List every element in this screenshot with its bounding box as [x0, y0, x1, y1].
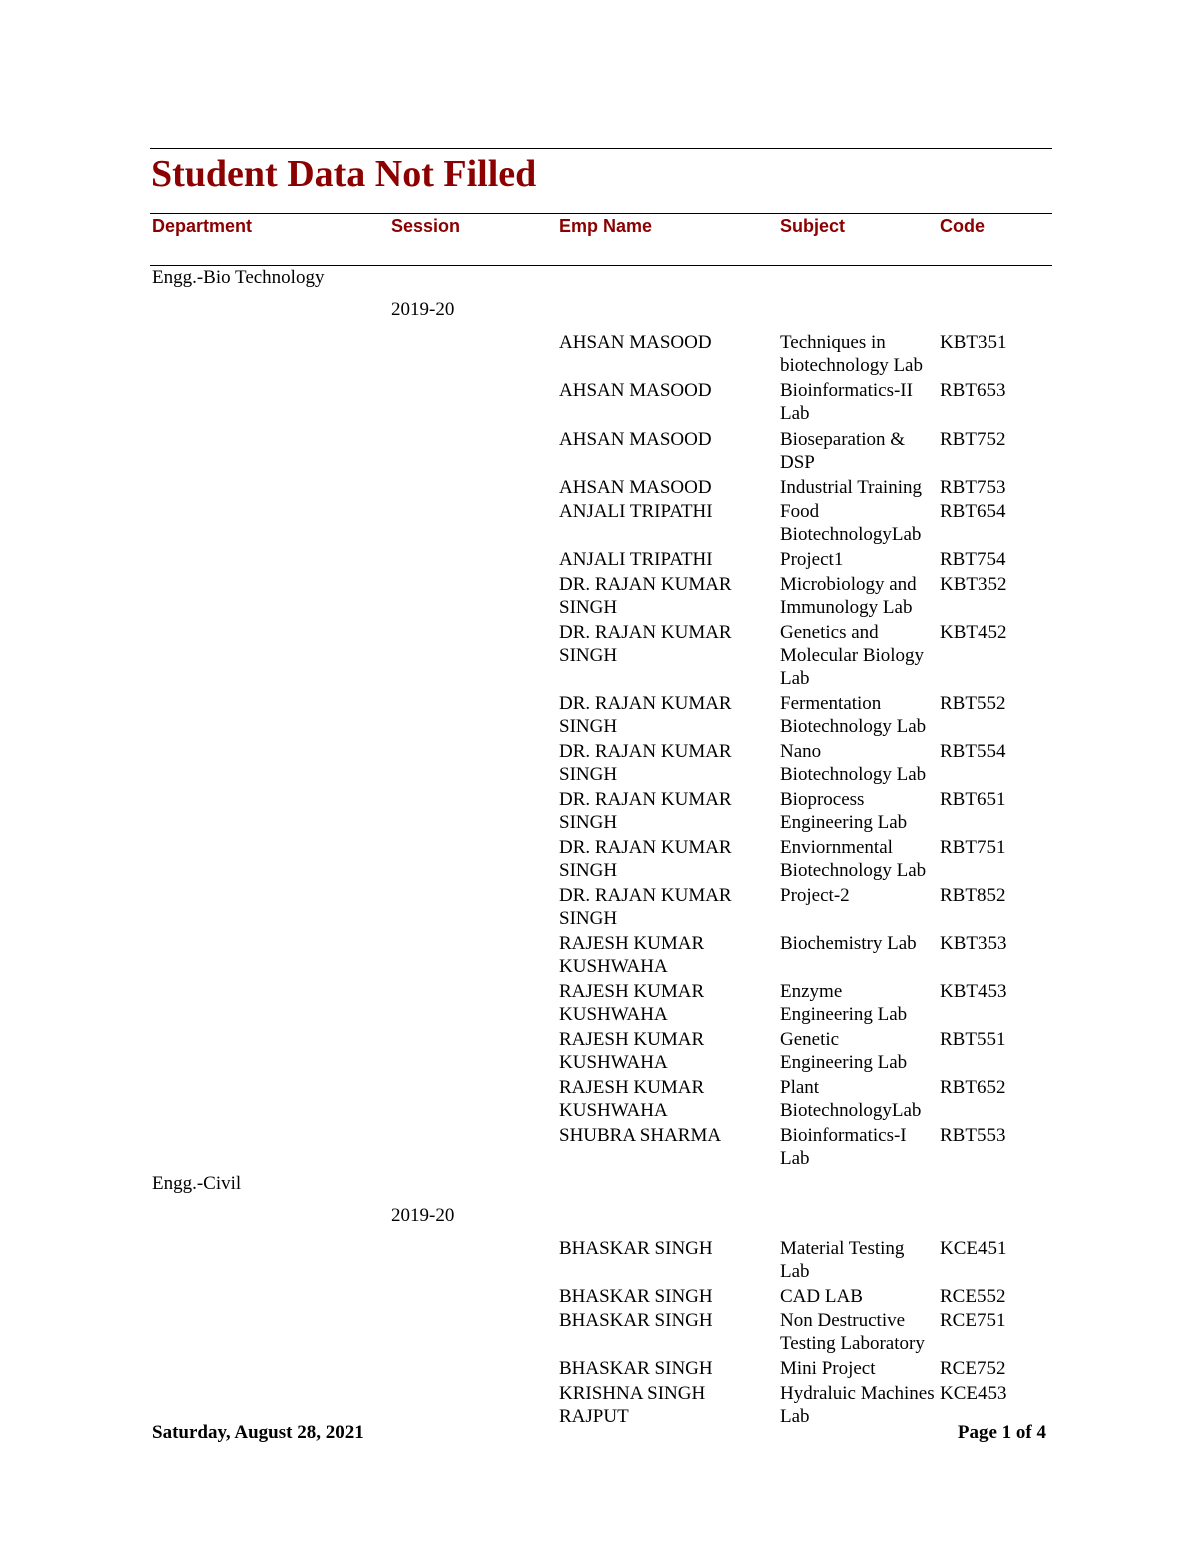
- emp-name: BHASKAR SINGH: [559, 1238, 713, 1259]
- report-title: Student Data Not Filled: [151, 153, 537, 195]
- column-header-subject: Subject: [780, 216, 846, 236]
- footer-date: Saturday, August 28, 2021: [152, 1422, 364, 1443]
- emp-name: AHSAN MASOOD: [559, 332, 712, 353]
- subject-code: KCE453: [940, 1383, 1007, 1404]
- subject-name: Bioinformatics-II Lab: [780, 380, 913, 424]
- subject-name: Food BiotechnologyLab: [780, 501, 922, 545]
- emp-name: DR. RAJAN KUMAR SINGH: [559, 789, 732, 833]
- subject-name: CAD LAB: [780, 1286, 863, 1307]
- emp-name: RAJESH KUMAR KUSHWAHA: [559, 933, 705, 977]
- subject-code: RBT554: [940, 741, 1006, 762]
- emp-name: RAJESH KUMAR KUSHWAHA: [559, 1029, 705, 1073]
- column-header-session: Session: [391, 216, 461, 236]
- emp-name: DR. RAJAN KUMAR SINGH: [559, 741, 732, 785]
- subject-code: KBT351: [940, 332, 1007, 353]
- subject-code: KBT353: [940, 933, 1007, 954]
- subject-name: Techniques in biotechnology Lab: [780, 332, 923, 376]
- emp-name: BHASKAR SINGH: [559, 1310, 713, 1331]
- footer-page-number: Page 1 of 4: [957, 1422, 1046, 1443]
- subject-name: Hydraluic Machines Lab: [780, 1383, 935, 1427]
- emp-name: ANJALI TRIPATHI: [559, 501, 713, 522]
- department-label: Engg.-Civil: [152, 1173, 242, 1194]
- subject-code: RBT552: [940, 693, 1006, 714]
- emp-name: DR. RAJAN KUMAR SINGH: [559, 693, 732, 737]
- emp-name: BHASKAR SINGH: [559, 1286, 713, 1307]
- subject-name: Nano Biotechnology Lab: [780, 741, 927, 785]
- subject-code: RBT553: [940, 1125, 1006, 1146]
- subject-code: RBT551: [940, 1029, 1006, 1050]
- subject-name: Non Destructive Testing Laboratory: [780, 1310, 925, 1354]
- emp-name: ANJALI TRIPATHI: [559, 549, 713, 570]
- emp-name: AHSAN MASOOD: [559, 380, 712, 401]
- subject-code: KBT452: [940, 622, 1007, 643]
- column-header-department: Department: [152, 216, 253, 236]
- emp-name: AHSAN MASOOD: [559, 429, 712, 450]
- subject-code: RBT651: [940, 789, 1006, 810]
- subject-name: Plant BiotechnologyLab: [780, 1077, 922, 1121]
- subject-code: RBT753: [940, 477, 1006, 498]
- subject-name: Bioinformatics-I Lab: [780, 1125, 907, 1169]
- column-header-emp-name: Emp Name: [559, 216, 653, 236]
- subject-code: KBT453: [940, 981, 1007, 1002]
- subject-name: Genetic Engineering Lab: [780, 1029, 908, 1073]
- subject-code: RBT652: [940, 1077, 1006, 1098]
- emp-name: DR. RAJAN KUMAR SINGH: [559, 574, 732, 618]
- emp-name: DR. RAJAN KUMAR SINGH: [559, 622, 732, 666]
- subject-name: Biochemistry Lab: [780, 933, 917, 954]
- emp-name: AHSAN MASOOD: [559, 477, 712, 498]
- emp-name: KRISHNA SINGH RAJPUT: [559, 1383, 706, 1427]
- subject-code: RCE552: [940, 1286, 1006, 1307]
- subject-code: RBT752: [940, 429, 1006, 450]
- column-header-code: Code: [940, 216, 985, 236]
- subject-code: RBT754: [940, 549, 1006, 570]
- emp-name: RAJESH KUMAR KUSHWAHA: [559, 1077, 705, 1121]
- subject-code: RCE751: [940, 1310, 1006, 1331]
- subject-name: Bioprocess Engineering Lab: [780, 789, 908, 833]
- subject-code: RCE752: [940, 1358, 1006, 1379]
- emp-name: RAJESH KUMAR KUSHWAHA: [559, 981, 705, 1025]
- subject-code: RBT751: [940, 837, 1006, 858]
- department-label: Engg.-Bio Technology: [152, 267, 325, 288]
- emp-name: DR. RAJAN KUMAR SINGH: [559, 885, 732, 929]
- subject-name: Project1: [780, 549, 844, 570]
- subject-code: KBT352: [940, 574, 1007, 595]
- subject-name: Project-2: [780, 885, 850, 906]
- subject-name: Material Testing Lab: [780, 1238, 905, 1282]
- session-label: 2019-20: [391, 299, 455, 320]
- subject-code: RBT852: [940, 885, 1006, 906]
- session-label: 2019-20: [391, 1205, 455, 1226]
- subject-code: KCE451: [940, 1238, 1007, 1259]
- subject-name: Microbiology and Immunology Lab: [780, 574, 917, 618]
- subject-name: Bioseparation & DSP: [780, 429, 906, 473]
- subject-name: Fermentation Biotechnology Lab: [780, 693, 927, 737]
- subject-name: Mini Project: [780, 1358, 876, 1379]
- emp-name: SHUBRA SHARMA: [559, 1125, 722, 1146]
- subject-name: Industrial Training: [780, 477, 922, 498]
- subject-name: Genetics and Molecular Biology Lab: [780, 622, 925, 689]
- emp-name: BHASKAR SINGH: [559, 1358, 713, 1379]
- emp-name: DR. RAJAN KUMAR SINGH: [559, 837, 732, 881]
- subject-code: RBT654: [940, 501, 1006, 522]
- subject-name: Enzyme Engineering Lab: [780, 981, 908, 1025]
- subject-code: RBT653: [940, 380, 1006, 401]
- subject-name: Enviornmental Biotechnology Lab: [780, 837, 927, 881]
